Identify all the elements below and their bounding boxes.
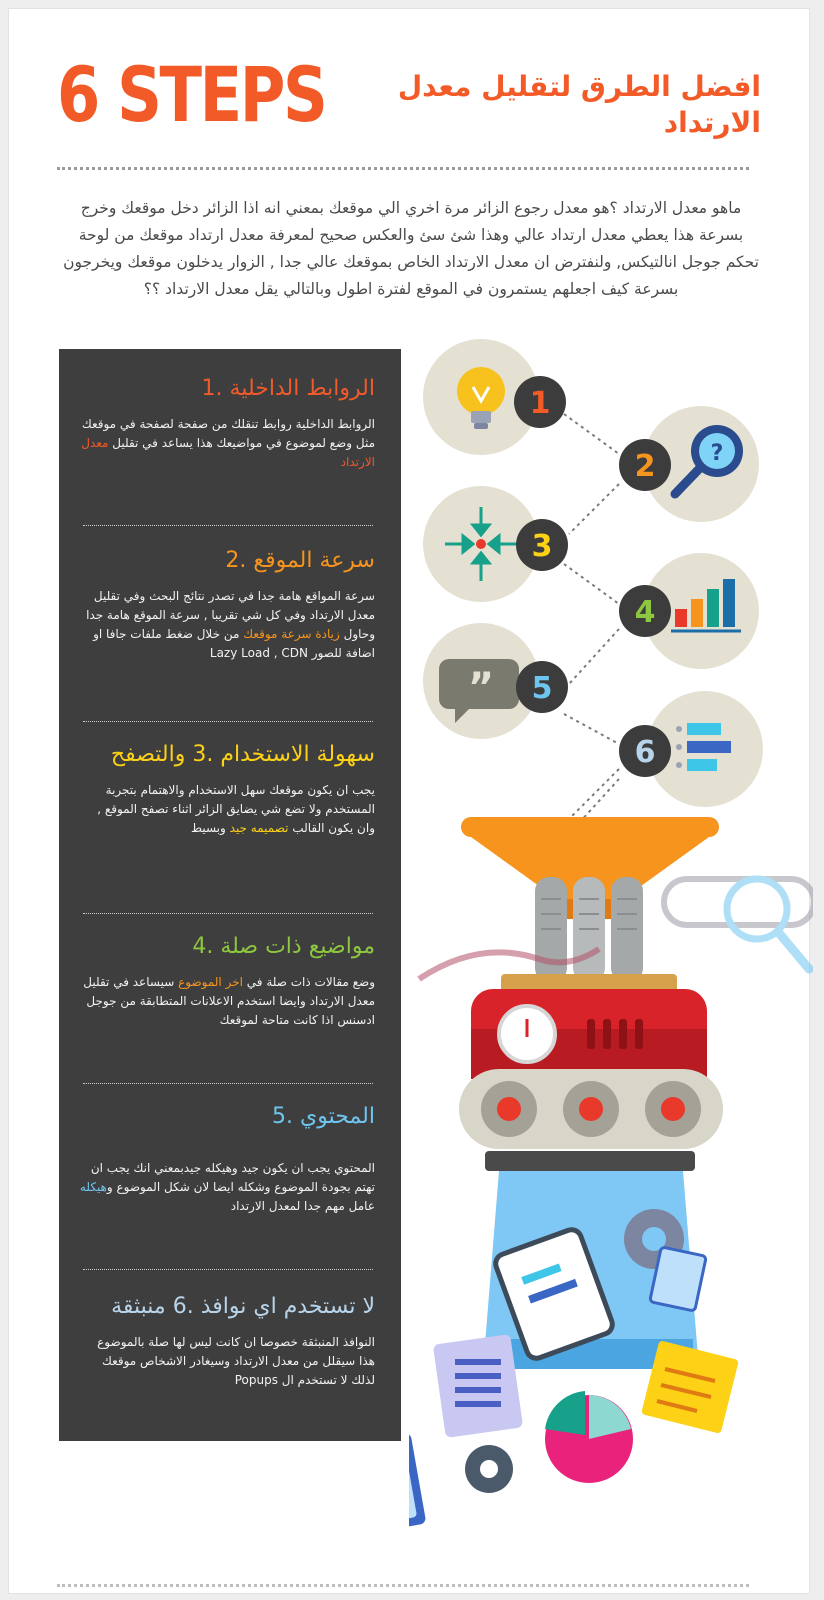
step-num-6: 6 [634,735,656,770]
step-3-text-b: وبسيط [190,821,230,835]
step-3-text [79,781,375,838]
step-6 [79,1291,375,1390]
bottom-divider [57,1584,749,1587]
step-2-text-a: سرعة المواقع هامة جدا في تصدر نتائج البحث وفي تقليل معدل الارتداد وفي كل شي تقريبا , سرعة الموقع هامة جدا وحاول [86,589,375,641]
panel-divider [83,1269,373,1270]
panel-divider [83,1083,373,1084]
step-1-text-a: الروابط الداخلية روابط تنقلك من صفحة لصفحة في موقعك مثل وضع لموضوع في مواضيعك هذا يساعد في تقليل [81,417,375,450]
step-5 [79,1101,375,1216]
step-3 [79,739,375,838]
step-number-2 [619,439,671,491]
intro-paragraph: ماهو معدل الارتداد ؟هو معدل رجوع الزائر مرة اخري الي موقعك بمعني انه اذا الزائر دخل موقعك وخرج بسرعة هذا يعطي معدل ارتداد عالي وهذا شئ سئ والعكس صحيح لمعرفة معدل ارتداد موقعك من لوحة تحكم جوجل انالتيكس, ولنفترض ان معدل الارتداد الخاص بموقعك عالي جدا , الزوار يدخلون موقعك ويخرجون بسرعة كيف اجعلهم يستمرون في الموقع لفترة اطول وبالتالي يقل معدل الارتداد ؟؟ [63,199,759,298]
title-en: 6 STEPS [57,50,326,139]
step-3-title: سهولة الاستخدام .3 والتصفح [110,742,375,767]
step-5-highlight: هيكله [79,1180,107,1194]
checklist-icon [650,1247,707,1311]
top-divider [57,167,749,170]
step-num-2: 2 [634,449,656,484]
step-2 [79,545,375,663]
step-2-text-b: من خلال ضغط ملفات جافا او اضافة للصور Lazy Load , CDN [93,627,375,660]
step-5-text-a: المحتوي يجب ان يكون جيد وهيكله جيدبمعني انك يجب ان تهتم بجودة الموضوع وشكله ايضا لان شكل الموضوع و [90,1161,375,1194]
step-3-text-a: يجب ان يكون موقعك سهل الاستخدام والاهتمام بتجربة المستخدم ولا تضع شي يضايق الزائر اثناء تصفح الموقع , وان يكون القالب [97,783,375,835]
title-ar: افضل الطرق لتقليل معدل الارتداد [397,70,761,139]
step-5-text-b: عامل مهم جدا لمعدل الارتداد [230,1199,375,1213]
step-num-3: 3 [531,529,553,564]
step-1 [79,373,375,472]
step-6-text-a: النوافذ المنبثقة خصوصا ان كانت ليس لها صلة بالموضوع هذا سيقلل من معدل الارتداد وسيغادر الاشخاص موقعك لذلك لا تستخدم ال Popups [97,1335,375,1387]
step-4-text-a: وضع مقالات ذات صلة في [242,975,375,989]
step-number-3 [516,519,568,571]
step-number-5 [516,661,568,713]
step-2-title: سرعة الموقع .2 [225,548,375,573]
steps-panel [59,349,401,1441]
step-6-text [79,1333,375,1390]
step-6-title: لا تستخدم اي نوافذ .6 منبثقة [111,1294,375,1319]
panel-divider [83,913,373,914]
step-4-text [79,973,375,1030]
step-1-highlight: معدل الارتداد [81,436,375,469]
panel-divider [83,525,373,526]
small-gear-icon [465,1445,513,1493]
step-number-1 [514,376,566,428]
svg-text:”: ” [467,665,495,711]
step-4-text-b: سيساعد في تقليل معدل الارتداد وايضا استخدم الاعلانات المتطابقة من جوجل ادسنس اذا كانت متاحة لموقعك [83,975,375,1027]
step-2-text [79,587,375,663]
step-number-6 [619,725,671,777]
document-list-icon [433,1334,523,1438]
step-5-text [79,1159,375,1216]
illustration-column [409,339,813,1539]
svg-text:?: ? [710,441,724,466]
notepad-icon [409,1433,426,1537]
step-5-title: المحتوي .5 [272,1104,375,1129]
step-3-highlight: تصميمه جيد [229,821,289,835]
step-num-5: 5 [531,671,553,706]
step-4-title: مواضيع ذات صلة .4 [192,934,375,959]
step-num-4: 4 [634,595,656,630]
step-1-title: الروابط الداخلية .1 [201,376,375,401]
panel-divider [83,721,373,722]
step-number-4 [619,585,671,637]
step-num-1: 1 [529,386,551,421]
pie-chart-icon [545,1391,633,1483]
step-4 [79,931,375,1030]
step-2-highlight: زيادة سرعة موقعك [243,627,340,641]
step-1-text [79,415,375,472]
step-4-highlight: اخر الموضوع [178,975,243,989]
infographic-sheet [8,8,810,1594]
